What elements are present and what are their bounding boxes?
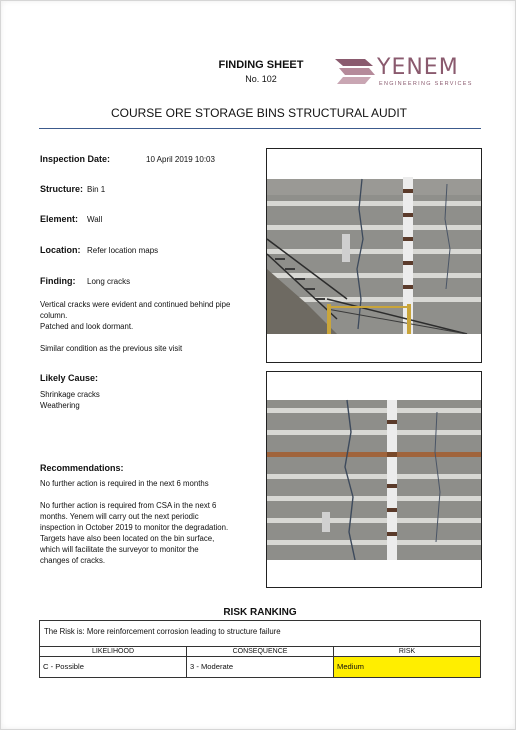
risk-ranking-table xyxy=(39,620,481,678)
element-label: Element: xyxy=(40,214,79,224)
company-logo xyxy=(335,57,485,91)
risk-header: RISK xyxy=(334,647,480,657)
logo-mark-icon xyxy=(335,57,375,87)
structure-value: Bin 1 xyxy=(87,185,106,194)
likely-cause-label: Likely Cause: xyxy=(40,373,99,383)
likely-cause-item: Weathering xyxy=(40,401,80,410)
inspection-date-label: Inspection Date: xyxy=(40,154,111,164)
recommendation-line: which will facilitate the surveyor to monitor the xyxy=(40,545,199,554)
element-value: Wall xyxy=(87,215,103,224)
title-rule xyxy=(39,128,481,129)
likely-cause-list xyxy=(40,389,100,411)
recommendation-line: No further action is required from CSA in the next 6 xyxy=(40,501,217,510)
finding-label: Finding: xyxy=(40,276,76,286)
document-title: COURSE ORE STORAGE BINS STRUCTURAL AUDIT xyxy=(110,106,408,120)
finding-line: Similar condition as the previous site visit xyxy=(40,344,183,353)
consequence-header: CONSEQUENCE xyxy=(187,647,334,657)
risk-ranking-title: RISK RANKING xyxy=(223,607,297,618)
finding-line: Vertical cracks were evident and continued behind pipe xyxy=(40,300,231,309)
inspection-photo-2 xyxy=(266,371,482,588)
risk-header-row xyxy=(40,647,480,657)
finding-line: Patched and look dormant. xyxy=(40,322,134,331)
risk-level-value: Medium xyxy=(334,657,480,677)
likelihood-value: C - Possible xyxy=(40,657,187,677)
bin-wall-crack-closeup-photo xyxy=(267,372,481,587)
likely-cause-item: Shrinkage cracks xyxy=(40,390,100,399)
bin-wall-crack-photo xyxy=(267,149,481,362)
inspection-date-value: 10 April 2019 10:03 xyxy=(146,155,215,164)
recommendation-line: inspection in October 2019 to monitor the degradation. xyxy=(40,523,229,532)
risk-value-row xyxy=(40,657,480,677)
recommendations-label: Recommendations: xyxy=(40,463,124,473)
structure-label: Structure: xyxy=(40,184,84,194)
risk-statement: The Risk is: More reinforcement corrosion leading to structure failure xyxy=(40,621,480,647)
logo-word: YENEM xyxy=(377,55,459,80)
finding-value: Long cracks xyxy=(87,277,131,286)
finding-description xyxy=(40,299,260,354)
recommendation-line: Targets have also been located on the bin surface, xyxy=(40,534,215,543)
recommendation-line: months. Yenem will carry out the next periodic xyxy=(40,512,199,521)
finding-line: column. xyxy=(40,311,68,320)
recommendation-line: No further action is required in the next 6 months xyxy=(40,479,209,488)
consequence-value: 3 - Moderate xyxy=(187,657,334,677)
sheet-number: No. 102 xyxy=(245,74,277,84)
location-value: Refer location maps xyxy=(87,246,159,255)
inspection-photo-1 xyxy=(266,148,482,363)
logo-subtitle: ENGINEERING SERVICES xyxy=(379,81,473,87)
location-label: Location: xyxy=(40,245,81,255)
recommendation-line: changes of cracks. xyxy=(40,556,106,565)
sheet-title: FINDING SHEET xyxy=(218,59,304,71)
recommendations-text xyxy=(40,478,265,566)
likelihood-header: LIKELIHOOD xyxy=(40,647,187,657)
